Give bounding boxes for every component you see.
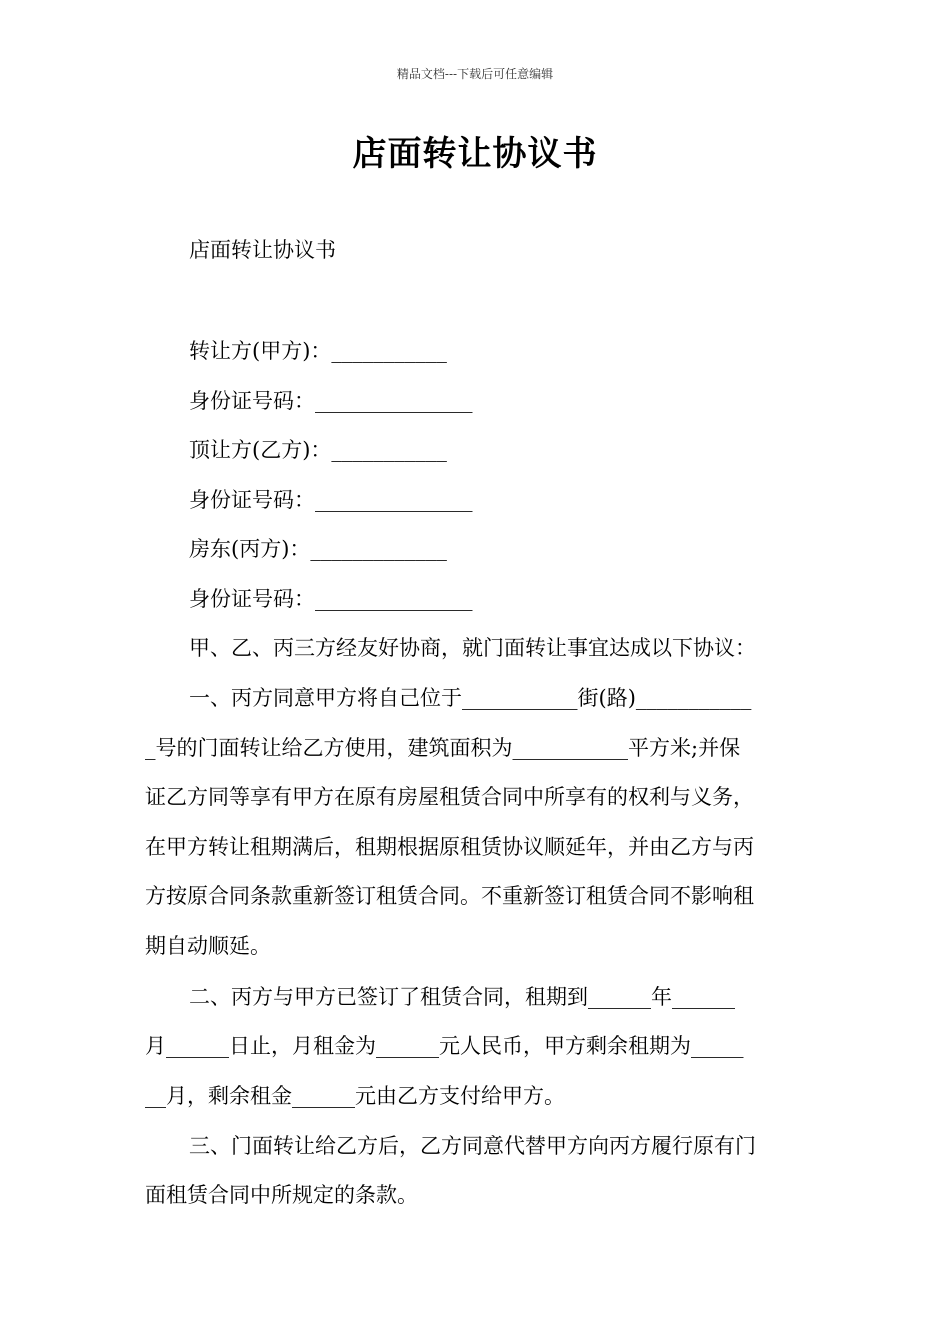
clause-2-line: 二、丙方与甲方已签订了租赁合同，租期到______年______ <box>189 985 735 1009</box>
clause-1-line: 方按原合同条款重新签订租赁合同。不重新签订租赁合同不影响租 <box>145 884 754 908</box>
intro-paragraph: 甲、乙、丙三方经友好协商，就门面转让事宜达成以下协议： <box>189 636 756 660</box>
party-transferor: 转让方(甲方)：___________ <box>189 339 447 363</box>
party-landlord: 房东(丙方)：_____________ <box>189 537 447 561</box>
party-transferee-id: 身份证号码：_______________ <box>189 488 473 512</box>
clause-1-line: _号的门面转让给乙方使用，建筑面积为___________平方米;并保 <box>145 736 741 760</box>
clause-1-line: 在甲方转让租期满后，租期根据原租赁协议顺延年，并由乙方与丙 <box>145 835 754 859</box>
clause-3-line: 三、门面转让给乙方后，乙方同意代替甲方向丙方履行原有门 <box>189 1134 756 1158</box>
document-subtitle: 店面转让协议书 <box>189 238 336 262</box>
clause-2-line: __月，剩余租金______元由乙方支付给甲方。 <box>145 1084 565 1108</box>
document-title: 店面转让协议书 <box>352 134 598 174</box>
party-transferor-id: 身份证号码：_______________ <box>189 389 473 413</box>
header-note: 精品文档---下载后可任意编辑 <box>396 67 554 81</box>
party-transferee: 顶让方(乙方)：___________ <box>189 438 447 462</box>
clause-1-line: 一、丙方同意甲方将自己位于___________街(路)___________ <box>189 686 752 710</box>
clause-3-line: 面租赁合同中所规定的条款。 <box>145 1183 418 1207</box>
clause-2-line: 月______日止，月租金为______元人民币，甲方剩余租期为_____ <box>145 1034 744 1058</box>
party-landlord-id: 身份证号码：_______________ <box>189 587 473 611</box>
clause-1-line: 证乙方同等享有甲方在原有房屋租赁合同中所享有的权利与义务， <box>145 785 754 809</box>
clause-1-line: 期自动顺延。 <box>145 934 271 958</box>
